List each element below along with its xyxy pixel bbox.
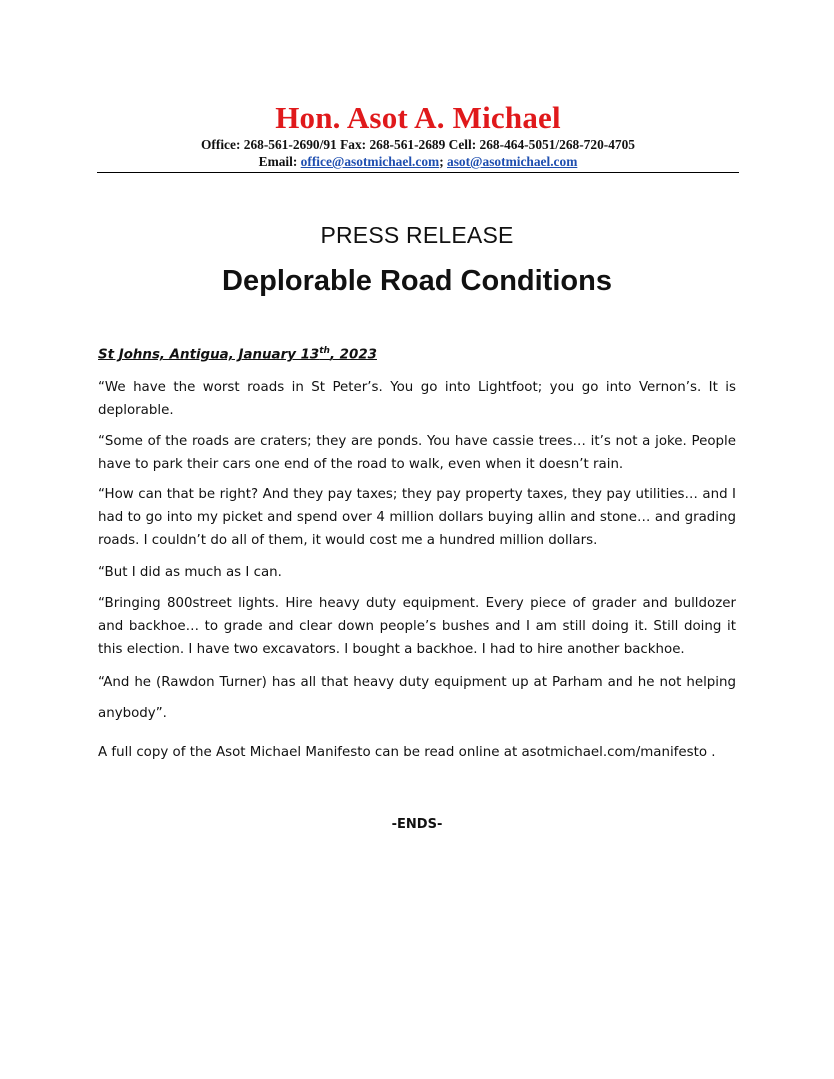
page-title: Deplorable Road Conditions bbox=[222, 265, 612, 297]
dateline-ordinal: th bbox=[319, 346, 330, 356]
dateline bbox=[98, 346, 377, 362]
email-link-asot[interactable]: asot@asotmichael.com bbox=[447, 154, 578, 169]
dateline-suffix: , 2023 bbox=[329, 347, 377, 363]
paragraph-7: A full copy of the Asot Michael Manifesto can be read online at asotmichael.com/manifesto . bbox=[98, 745, 716, 760]
email-label: Email: bbox=[258, 154, 301, 169]
email-link-office[interactable]: office@asotmichael.com bbox=[300, 154, 440, 169]
press-release-label: PRESS RELEASE bbox=[320, 222, 514, 248]
paragraph-4: “But I did as much as I can. bbox=[98, 565, 282, 580]
paragraph-6: “And he (Rawdon Turner) has all that heavy duty equipment up at Parham and he not helping anybody”. bbox=[98, 675, 736, 721]
ends-marker: -ENDS- bbox=[391, 817, 443, 832]
letterhead-email-line bbox=[97, 153, 739, 170]
paragraph-1: “We have the worst roads in St Peter’s. You go into Lightfoot; you go into Vernon’s. It is deplorable. bbox=[98, 380, 736, 418]
letterhead-name: Hon. Asot A. Michael bbox=[275, 100, 561, 135]
email-separator: ; bbox=[439, 154, 447, 169]
paragraph-5: “Bringing 800street lights. Hire heavy duty equipment. Every piece of grader and bulldozer and backhoe… to grade and clear down people’s bushes and I am still doing it. Still doing it this election. I have two excavators. I bought a backhoe. I had to hire another backhoe. bbox=[98, 596, 736, 657]
letterhead-divider bbox=[97, 172, 739, 173]
paragraph-2: “Some of the roads are craters; they are ponds. You have cassie trees… it’s not a joke. People have to park their cars one end of the road to walk, even when it doesn’t rain. bbox=[98, 434, 736, 472]
letterhead-phones: Office: 268-561-2690/91 Fax: 268-561-2689 Cell: 268-464-5051/268-720-4705 bbox=[201, 137, 635, 152]
letterhead bbox=[97, 100, 739, 170]
paragraph-3: “How can that be right? And they pay taxes; they pay property taxes, they pay utilities… and I had to go into my picket and spend over 4 million dollars buying allin and stone… and grading roads. I couldn’t do all of them, it would cost me a hundred million dollars. bbox=[98, 487, 736, 548]
dateline-prefix: St Johns, Antigua, January 13 bbox=[98, 347, 320, 363]
